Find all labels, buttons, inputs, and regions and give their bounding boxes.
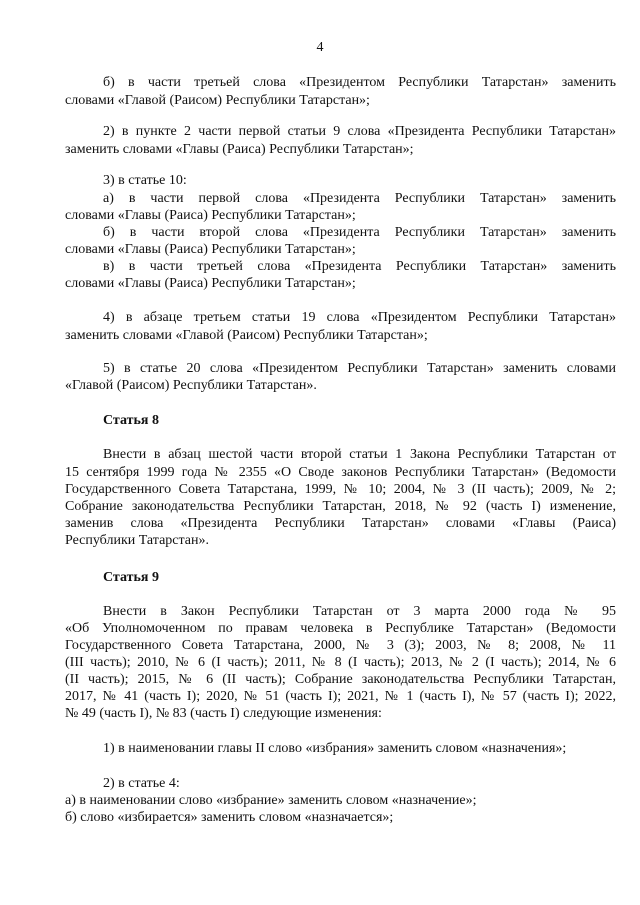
amendment-2-line-2: заменить словами «Главы (Раиса) Республики Татарстан»; — [65, 142, 414, 157]
amendment-b-line-2: словами «Главой (Раисом) Республики Татарстан»; — [65, 93, 370, 108]
article-8-line-6: Республики Татарстан». — [65, 533, 209, 548]
amendment-3c-line-1: в) в части третьей слова «Президента Республики Татарстан» заменить — [103, 259, 616, 274]
article-9-item-1: 1) в наименовании главы II слово «избрания» заменить словом «назначения»; — [103, 741, 567, 756]
amendment-b-line-1: б) в части третьей слова «Президентом Республики Татарстан» заменить — [103, 75, 616, 90]
amendment-3a-line-1: а) в части первой слова «Президента Республики Татарстан» заменить — [103, 191, 616, 206]
amendment-3c-line-2: словами «Главы (Раиса) Республики Татарстан»; — [65, 276, 356, 291]
article-9-line-2: «Об Уполномоченном по правам человека в Республике Татарстан» (Ведомости — [65, 621, 616, 636]
article-9-item-2: 2) в статье 4: — [103, 776, 180, 791]
article-8-line-4: Собрание законодательства Республики Татарстан, 2018, № 92 (часть I) изменение, — [65, 499, 616, 514]
article-9-heading: Статья 9 — [103, 570, 159, 585]
article-8-line-2: 15 сентября 1999 года № 2355 «О Своде законов Республики Татарстан» (Ведомости — [65, 465, 616, 480]
amendment-5-line-1: 5) в статье 20 слова «Президентом Республики Татарстан» заменить словами — [103, 361, 616, 376]
amendment-3b-line-2: словами «Главы (Раиса) Республики Татарстан»; — [65, 242, 356, 257]
article-9-line-6: 2017, № 41 (часть I); 2020, № 51 (часть I); 2021, № 1 (часть I), № 57 (часть I); 2022, — [65, 689, 616, 704]
article-8-heading: Статья 8 — [103, 413, 159, 428]
article-9-item-2b: б) слово «избирается» заменить словом «назначается»; — [65, 810, 394, 825]
page-number: 4 — [316, 40, 324, 55]
amendment-5-line-2: «Главой (Раисом) Республики Татарстан». — [65, 378, 317, 393]
amendment-4-line-2: заменить словами «Главой (Раисом) Республики Татарстан»; — [65, 328, 428, 343]
article-9-line-4: (III часть); 2010, № 6 (I часть); 2011, № 8 (I часть); 2013, № 2 (I часть); 2014, № 6 — [65, 655, 616, 670]
article-9-line-1: Внести в Закон Республики Татарстан от 3 марта 2000 года № 95 — [103, 604, 616, 619]
article-9-line-5: (II часть); 2015, № 6 (II часть); Собрание законодательства Республики Татарстан, — [65, 672, 616, 687]
article-8-line-3: Государственного Совета Татарстана, 1999, № 10; 2004, № 3 (II часть); 2009, № 2; — [65, 482, 616, 497]
article-8-line-1: Внести в абзац шестой части второй статьи 1 Закона Республики Татарстан от — [103, 447, 616, 462]
article-8-line-5: заменив слова «Президента Республики Татарстан» словами «Главы (Раиса) — [65, 516, 616, 531]
amendment-3-intro: 3) в статье 10: — [103, 173, 187, 188]
amendment-4-line-1: 4) в абзаце третьем статьи 19 слова «Президентом Республики Татарстан» — [103, 310, 616, 325]
article-9-item-2a: а) в наименовании слово «избрание» заменить словом «назначение»; — [65, 793, 477, 808]
amendment-2-line-1: 2) в пункте 2 части первой статьи 9 слова «Президента Республики Татарстан» — [103, 124, 616, 139]
article-9-line-3: Государственного Совета Татарстана, 2000, № 3 (3); 2003, № 8; 2008, № 11 — [65, 638, 616, 653]
article-9-line-7: № 49 (часть I), № 83 (часть I) следующие изменения: — [65, 706, 382, 721]
amendment-3a-line-2: словами «Главы (Раиса) Республики Татарстан»; — [65, 208, 356, 223]
amendment-3b-line-1: б) в части второй слова «Президента Республики Татарстан» заменить — [103, 225, 616, 240]
